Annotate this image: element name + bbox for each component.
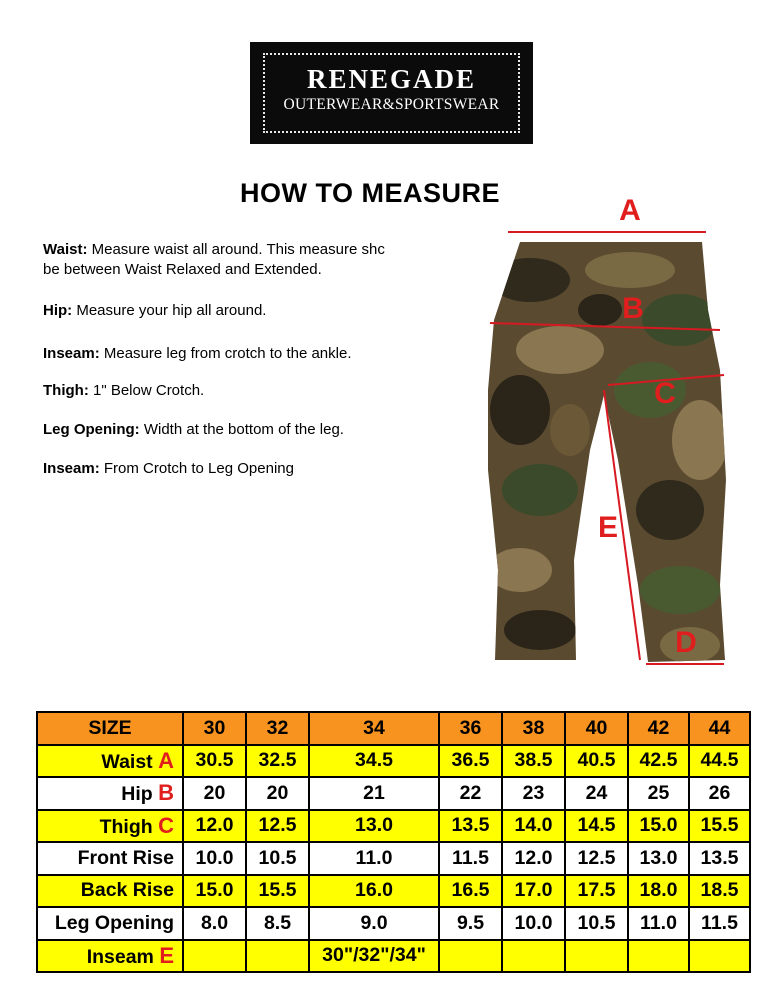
label-a: A bbox=[619, 194, 641, 227]
instruction-label: Waist: bbox=[43, 241, 88, 258]
logo-name: RENEGADE bbox=[306, 64, 477, 94]
table-cell: 23 bbox=[502, 777, 565, 810]
table-cell: 30.5 bbox=[183, 745, 246, 778]
instruction-label: Thigh: bbox=[43, 382, 89, 399]
label-d: D bbox=[675, 626, 697, 659]
instruction-leg-opening bbox=[43, 420, 344, 440]
table-cell: 10.0 bbox=[183, 842, 246, 875]
table-cell: 20 bbox=[246, 777, 309, 810]
size-col: 44 bbox=[689, 712, 750, 745]
table-cell: 40.5 bbox=[565, 745, 628, 778]
table-cell: 38.5 bbox=[502, 745, 565, 778]
table-cell: 24 bbox=[565, 777, 628, 810]
table-cell: 10.0 bbox=[502, 907, 565, 940]
table-cell: 16.5 bbox=[439, 875, 502, 908]
table-cell: 13.5 bbox=[689, 842, 750, 875]
row-letter: B bbox=[158, 780, 174, 806]
row-label bbox=[37, 745, 183, 778]
size-col: 36 bbox=[439, 712, 502, 745]
table-cell bbox=[628, 940, 689, 973]
page-title: HOW TO MEASURE bbox=[240, 178, 501, 208]
table-cell: 10.5 bbox=[246, 842, 309, 875]
logo-tagline: OUTERWEAR&SPORTSWEAR bbox=[283, 96, 500, 113]
row-letter: C bbox=[158, 812, 174, 838]
table-cell: 21 bbox=[309, 777, 439, 810]
size-header-row bbox=[37, 712, 750, 745]
table-cell: 11.5 bbox=[689, 907, 750, 940]
table-cell: 9.0 bbox=[309, 907, 439, 940]
table-cell: 14.0 bbox=[502, 810, 565, 843]
instruction-text: Measure waist all around. This measure shc bbox=[91, 241, 385, 258]
instruction-inseam bbox=[43, 344, 352, 364]
table-cell: 30"/32"/34" bbox=[309, 940, 439, 973]
size-col: 34 bbox=[309, 712, 439, 745]
row-label bbox=[37, 907, 183, 940]
row-letter: E bbox=[159, 942, 174, 968]
size-chart bbox=[36, 711, 751, 973]
table-cell: 15.0 bbox=[183, 875, 246, 908]
table-cell: 42.5 bbox=[628, 745, 689, 778]
instruction-text: 1" Below Crotch. bbox=[93, 382, 205, 399]
size-col: 40 bbox=[565, 712, 628, 745]
table-cell: 11.0 bbox=[309, 842, 439, 875]
table-cell bbox=[565, 940, 628, 973]
instruction-hip bbox=[43, 301, 266, 321]
label-c: C bbox=[654, 377, 676, 410]
table-cell bbox=[246, 940, 309, 973]
table-row bbox=[37, 875, 750, 908]
table-cell: 17.5 bbox=[565, 875, 628, 908]
table-cell: 44.5 bbox=[689, 745, 750, 778]
table-cell: 12.0 bbox=[183, 810, 246, 843]
table-cell: 8.5 bbox=[246, 907, 309, 940]
table-cell: 25 bbox=[628, 777, 689, 810]
row-label bbox=[37, 842, 183, 875]
instruction-label: Leg Opening: bbox=[43, 421, 140, 438]
size-col: 32 bbox=[246, 712, 309, 745]
size-col: 38 bbox=[502, 712, 565, 745]
size-col: 42 bbox=[628, 712, 689, 745]
table-cell: 13.0 bbox=[309, 810, 439, 843]
instruction-text: Width at the bottom of the leg. bbox=[143, 421, 344, 438]
table-cell: 15.5 bbox=[689, 810, 750, 843]
table-cell: 8.0 bbox=[183, 907, 246, 940]
instruction-text: Measure your hip all around. bbox=[76, 302, 267, 319]
table-cell bbox=[439, 940, 502, 973]
table-row bbox=[37, 907, 750, 940]
table-cell: 13.0 bbox=[628, 842, 689, 875]
size-col: 30 bbox=[183, 712, 246, 745]
instruction-label: Inseam: bbox=[43, 345, 100, 362]
camo-pattern bbox=[480, 230, 750, 680]
table-cell: 10.5 bbox=[565, 907, 628, 940]
table-cell: 9.5 bbox=[439, 907, 502, 940]
table-cell: 22 bbox=[439, 777, 502, 810]
table-cell: 15.0 bbox=[628, 810, 689, 843]
label-b: B bbox=[622, 292, 644, 325]
pants-diagram bbox=[480, 190, 750, 680]
table-cell: 34.5 bbox=[309, 745, 439, 778]
row-label bbox=[37, 777, 183, 810]
instruction-text: Measure leg from crotch to the ankle. bbox=[103, 345, 352, 362]
table-cell: 11.0 bbox=[628, 907, 689, 940]
table-row bbox=[37, 777, 750, 810]
table-cell: 14.5 bbox=[565, 810, 628, 843]
row-label-text: Leg Opening bbox=[54, 911, 174, 934]
table-cell bbox=[689, 940, 750, 973]
table-cell: 11.5 bbox=[439, 842, 502, 875]
table-cell bbox=[502, 940, 565, 973]
table-cell: 32.5 bbox=[246, 745, 309, 778]
row-letter: A bbox=[158, 747, 174, 773]
table-cell: 17.0 bbox=[502, 875, 565, 908]
instruction-waist bbox=[43, 240, 385, 280]
row-label bbox=[37, 940, 183, 973]
logo-frame bbox=[263, 53, 520, 133]
instruction-inseam-2 bbox=[43, 459, 294, 479]
table-row bbox=[37, 940, 750, 973]
table-cell: 12.5 bbox=[246, 810, 309, 843]
table-cell: 18.0 bbox=[628, 875, 689, 908]
brand-logo bbox=[250, 42, 533, 144]
table-row bbox=[37, 810, 750, 843]
row-label bbox=[37, 875, 183, 908]
table-cell: 20 bbox=[183, 777, 246, 810]
table-cell: 13.5 bbox=[439, 810, 502, 843]
row-label-text: Waist bbox=[101, 750, 153, 773]
row-label bbox=[37, 810, 183, 843]
size-header-label: SIZE bbox=[37, 712, 183, 745]
instruction-text: From Crotch to Leg Opening bbox=[103, 460, 294, 477]
instruction-label: Hip: bbox=[43, 302, 73, 319]
table-row bbox=[37, 745, 750, 778]
table-row bbox=[37, 842, 750, 875]
row-label-text: Front Rise bbox=[77, 846, 174, 869]
row-label-text: Inseam bbox=[86, 945, 154, 968]
table-cell: 12.5 bbox=[565, 842, 628, 875]
row-label-text: Back Rise bbox=[80, 879, 174, 902]
label-e: E bbox=[597, 511, 619, 544]
table-cell: 12.0 bbox=[502, 842, 565, 875]
table-cell: 18.5 bbox=[689, 875, 750, 908]
row-label-text: Thigh bbox=[99, 815, 153, 838]
table-cell: 36.5 bbox=[439, 745, 502, 778]
instruction-text-cont: be between Waist Relaxed and Extended. bbox=[43, 261, 322, 278]
table-cell bbox=[183, 940, 246, 973]
table-cell: 15.5 bbox=[246, 875, 309, 908]
table-cell: 16.0 bbox=[309, 875, 439, 908]
instruction-label: Inseam: bbox=[43, 460, 100, 477]
table-cell: 26 bbox=[689, 777, 750, 810]
instruction-thigh bbox=[43, 381, 204, 401]
row-label-text: Hip bbox=[121, 783, 153, 806]
